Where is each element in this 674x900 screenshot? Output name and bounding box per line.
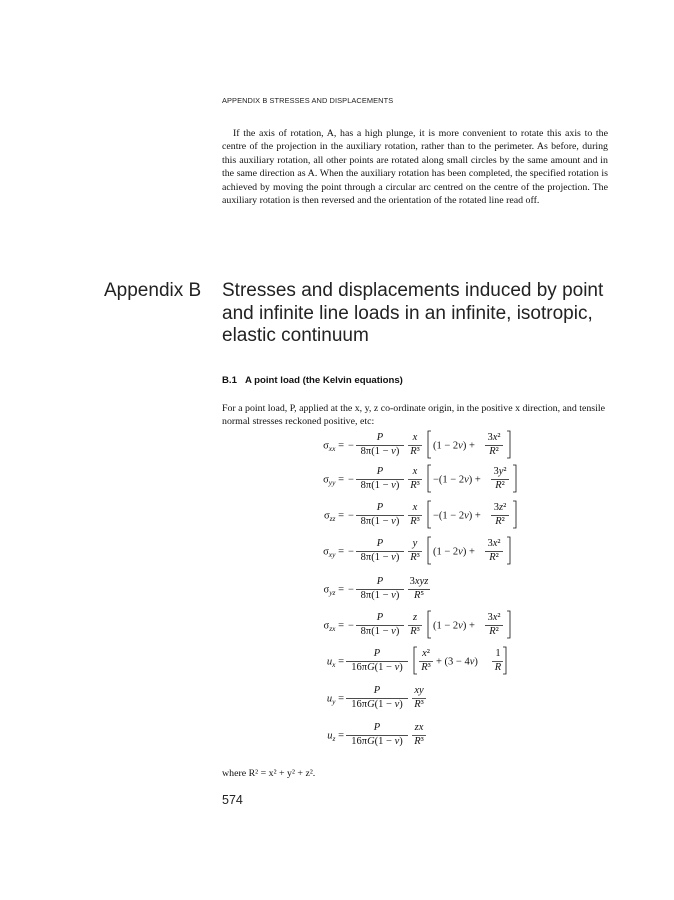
denominator: 16πG(1 − ν): [351, 736, 403, 747]
right-bracket: [507, 537, 510, 564]
denominator: R⁵: [413, 590, 425, 601]
right-bracket: [507, 431, 510, 458]
math-text: + (3 − 4ν): [436, 656, 478, 668]
math-text: (1 − 2ν) +: [433, 620, 475, 632]
minus-sign: −: [348, 440, 354, 452]
numerator: P: [373, 648, 381, 659]
numerator: 3y²: [493, 466, 507, 477]
denominator: R²: [489, 626, 499, 637]
left-bracket: [414, 647, 417, 674]
numerator: x²: [422, 648, 430, 659]
numerator: P: [376, 612, 384, 623]
denominator: 8π(1 − ν): [360, 446, 400, 457]
intro-paragraph: If the axis of rotation, A, has a high plunge, it is more convenient to rotate this axis to the centre of the projection in the auxiliary rotation, rather than to the perimeter. As before, during this auxiliary rotation, all other points are rotated along small circles by the same amount and in the same direction as A. When the auxiliary rotation has been completed, the specified rotation is achieved by moving the point through a circular arc centred on the centre of the projection. The auxiliary rotation is then reversed and the orientation of the rotated line read off.: [222, 128, 608, 207]
numerator: P: [376, 432, 384, 443]
section-title: A point load (the Kelvin equations): [244, 375, 403, 386]
numerator: 3z²: [493, 502, 507, 513]
numerator: x: [412, 432, 418, 443]
numerator: z: [412, 612, 418, 623]
numerator: y: [412, 538, 418, 549]
denominator: R³: [410, 480, 420, 491]
left-bracket: [428, 501, 431, 528]
denominator: 8π(1 − ν): [360, 552, 400, 563]
denominator: 8π(1 − ν): [360, 590, 400, 601]
minus-sign: −: [348, 510, 354, 522]
numerator: 1: [495, 648, 501, 659]
denominator: R³: [410, 626, 420, 637]
running-head: APPENDIX B STRESSES AND DISPLACEMENTS: [222, 96, 394, 105]
appendix-label: Appendix B: [104, 280, 202, 301]
minus-sign: −: [348, 546, 354, 558]
math-text: −(1 − 2ν) +: [433, 474, 481, 486]
equation-lhs: $\sigma_{xy}$ =: [323, 546, 344, 559]
numerator: 3x²: [487, 612, 501, 623]
numerator: x: [412, 466, 418, 477]
denominator: R³: [414, 736, 424, 747]
numerator: P: [376, 538, 384, 549]
denominator: R²: [495, 480, 505, 491]
numerator: P: [373, 722, 381, 733]
right-bracket: [503, 647, 506, 674]
denominator: R²: [495, 516, 505, 527]
numerator: P: [373, 685, 381, 696]
equation-lhs: $\sigma_{zx}$ =: [323, 620, 344, 633]
denominator: R³: [421, 662, 431, 673]
math-text: −(1 − 2ν) +: [433, 510, 481, 522]
section-number: B.1: [222, 375, 237, 386]
equation-lhs: $u_z$ =: [327, 730, 344, 743]
right-bracket: [513, 465, 516, 492]
denominator: R²: [489, 552, 499, 563]
numerator: xy: [414, 685, 424, 696]
equation-lhs: $\sigma_{zz}$ =: [323, 510, 344, 523]
equation-lhs: $\sigma_{xx}$ =: [323, 440, 344, 453]
numerator: 3x²: [487, 432, 501, 443]
right-bracket: [507, 611, 510, 638]
numerator: zx: [414, 722, 424, 733]
left-bracket: [428, 537, 431, 564]
denominator: 8π(1 − ν): [360, 626, 400, 637]
appendix-title: Stresses and displacements induced by point and infinite line loads in an infinite, isotropic, elastic continuum: [222, 280, 604, 346]
denominator: R³: [410, 552, 420, 563]
math-text: (1 − 2ν) +: [433, 546, 475, 558]
left-bracket: [428, 611, 431, 638]
equation-lhs: $u_y$ =: [326, 693, 344, 706]
denominator: 8π(1 − ν): [360, 480, 400, 491]
numerator: 3xyz: [409, 576, 429, 587]
left-bracket: [428, 431, 431, 458]
minus-sign: −: [348, 584, 354, 596]
lead-paragraph: For a point load, P, applied at the x, y, z co-ordinate origin, in the positive x direction, and tensile normal stresses reckoned positive, etc:: [222, 403, 606, 428]
left-bracket: [428, 465, 431, 492]
minus-sign: −: [348, 474, 354, 486]
numerator: P: [376, 466, 384, 477]
right-bracket: [513, 501, 516, 528]
denominator: 16πG(1 − ν): [351, 699, 403, 710]
minus-sign: −: [348, 620, 354, 632]
numerator: 3x²: [487, 538, 501, 549]
denominator: 8π(1 − ν): [360, 516, 400, 527]
denominator: R: [494, 662, 502, 673]
equation-lhs: $\sigma_{yz}$ =: [323, 584, 344, 597]
denominator: R³: [414, 699, 424, 710]
page-number: 574: [222, 793, 243, 807]
denominator: R³: [410, 446, 420, 457]
numerator: P: [376, 576, 384, 587]
equation-lhs: $\sigma_{yy}$ =: [323, 474, 344, 487]
equation-lhs: $u_x$ =: [326, 656, 344, 669]
denominator: R³: [410, 516, 420, 527]
denominator: 16πG(1 − ν): [351, 662, 403, 673]
numerator: P: [376, 502, 384, 513]
denominator: R²: [489, 446, 499, 457]
math-text: (1 − 2ν) +: [433, 440, 475, 452]
numerator: x: [412, 502, 418, 513]
closing-text: where R² = x² + y² + z².: [222, 768, 316, 779]
